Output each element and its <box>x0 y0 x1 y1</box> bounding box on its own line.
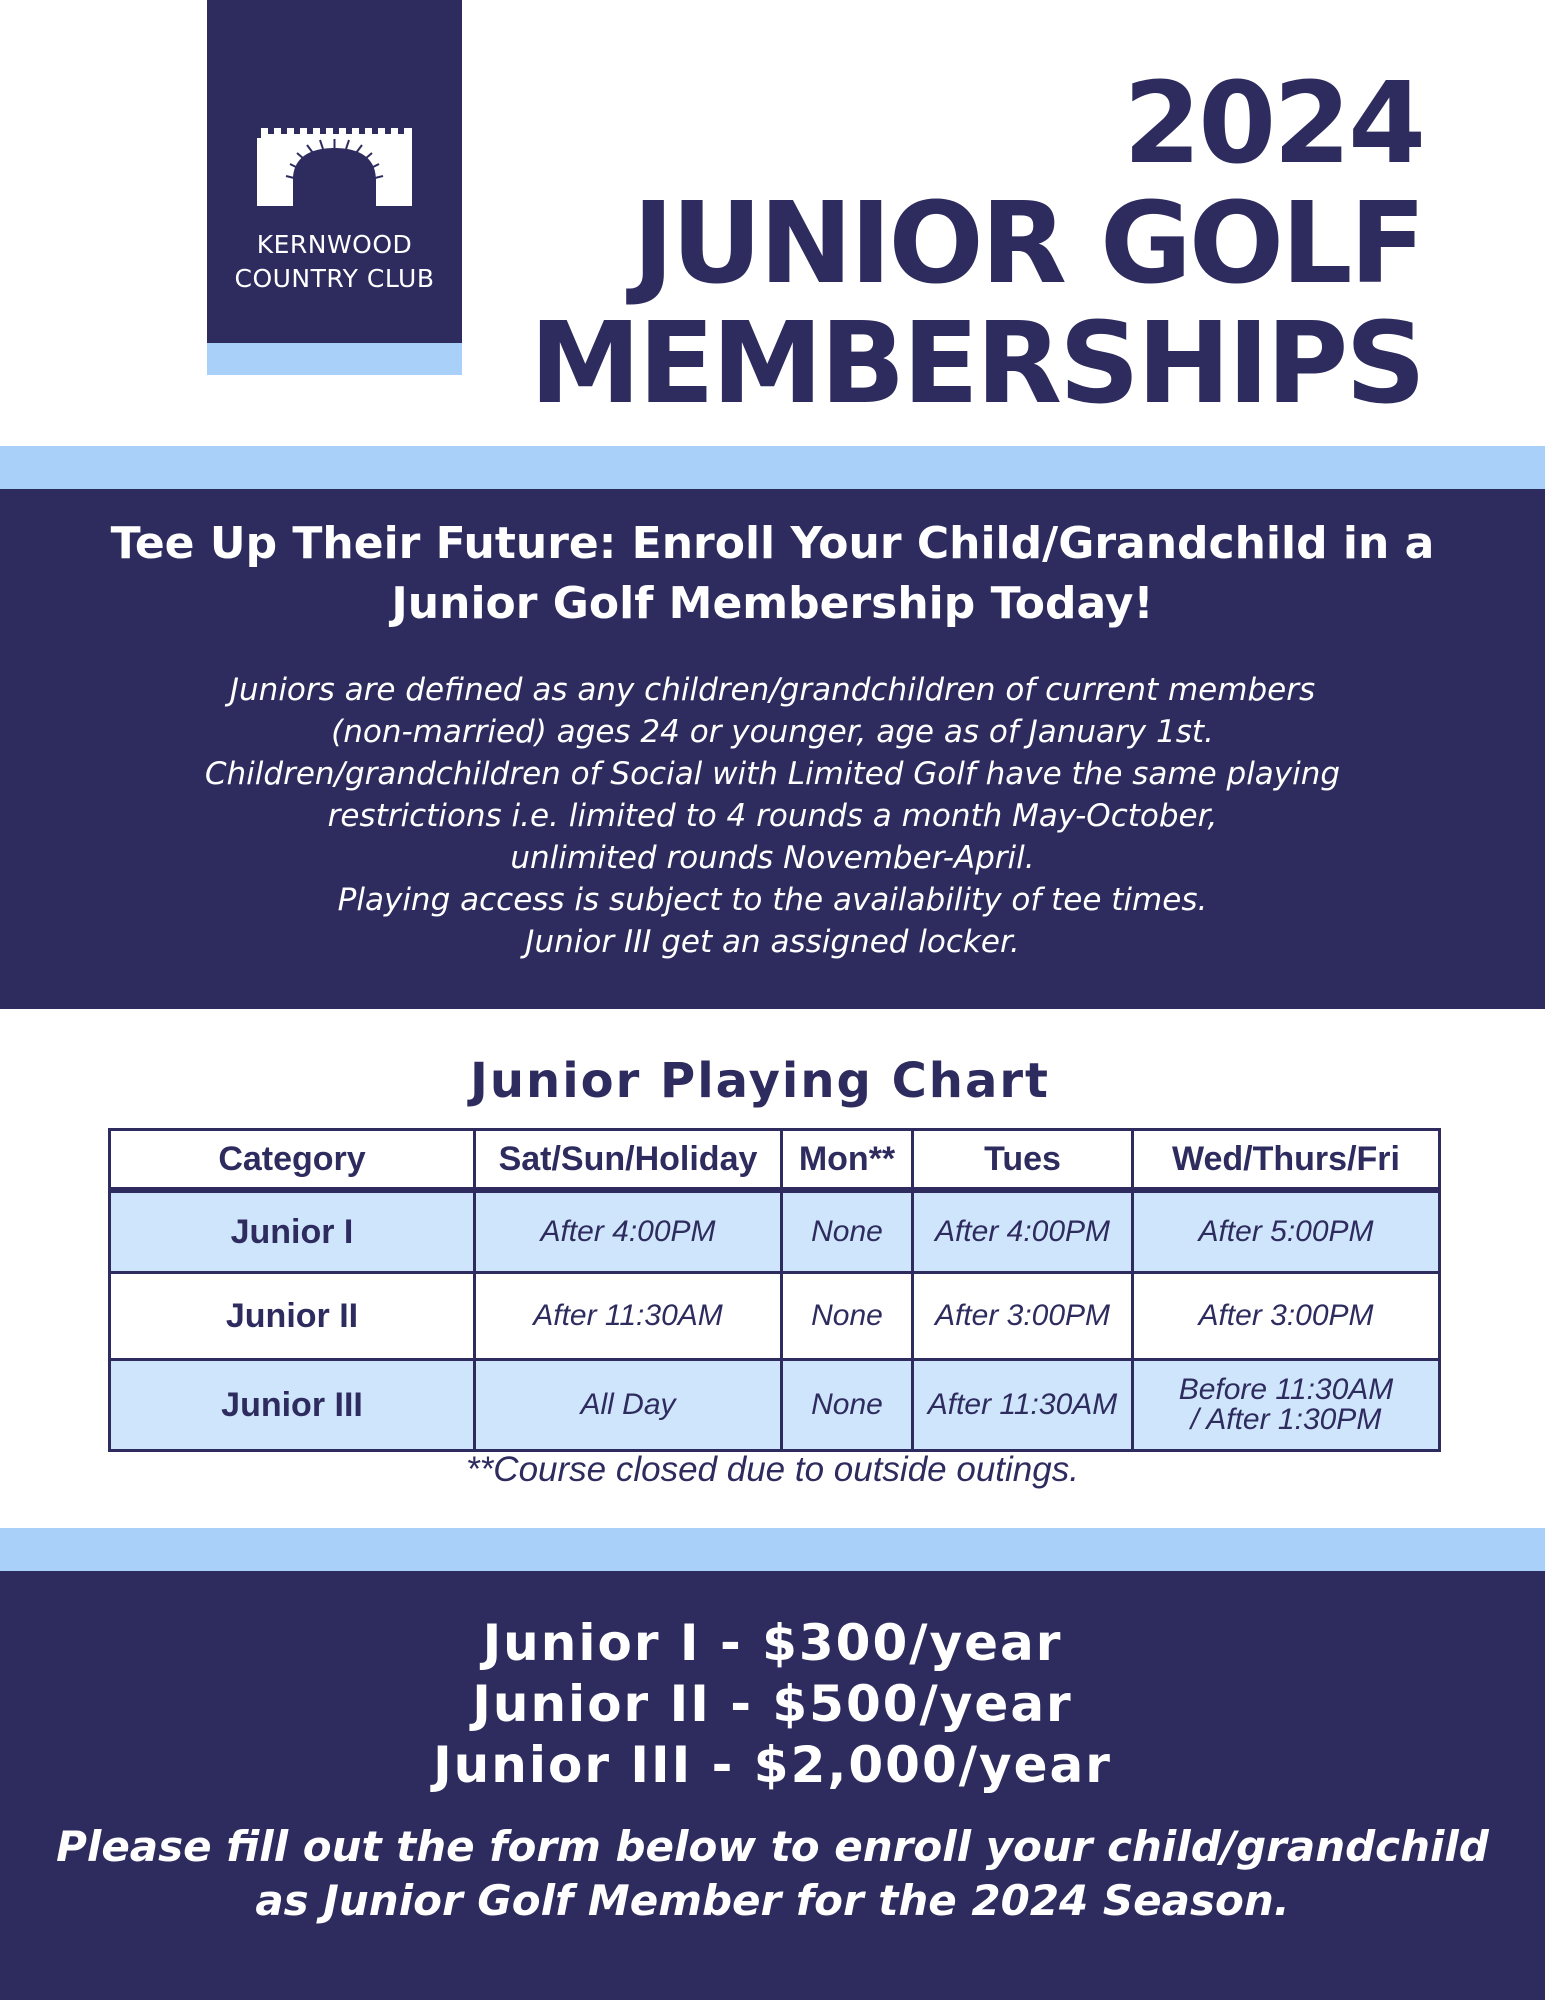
price-junior-i: Junior I - $300/year <box>482 1614 1063 1672</box>
logo-text-line-1: KERNWOOD <box>256 230 413 259</box>
price-junior-ii: Junior II - $500/year <box>472 1675 1073 1733</box>
cell-line: Before 11:30AM <box>1178 1373 1394 1406</box>
mon-cell: None <box>782 1273 913 1360</box>
category-cell: Junior III <box>110 1360 475 1451</box>
column-header-mon: Mon** <box>782 1130 913 1191</box>
intro-line: unlimited rounds November-April. <box>510 840 1035 876</box>
table-row <box>110 1360 1440 1451</box>
column-header-tues: Tues <box>913 1130 1133 1191</box>
title-line-memberships: MEMBERSHIPS <box>529 299 1423 429</box>
tues-cell: After 11:30AM <box>913 1360 1133 1451</box>
category-cell: Junior II <box>110 1273 475 1360</box>
sat-sun-holiday-cell: All Day <box>475 1360 782 1451</box>
tues-cell: After 4:00PM <box>913 1190 1133 1273</box>
accent-stripe-top <box>0 446 1545 489</box>
playing-chart-table <box>108 1128 1441 1452</box>
cell-line: / After 1:30PM <box>1190 1403 1382 1436</box>
table-row <box>110 1273 1440 1360</box>
pricing-list <box>0 1613 1545 1796</box>
title-line-junior-golf: JUNIOR GOLF <box>632 179 1423 309</box>
wed-thurs-fri-cell <box>1133 1360 1440 1451</box>
intro-line: Children/grandchildren of Social with Limited Golf have the same playing <box>204 756 1341 792</box>
logo-accent-strip <box>207 343 462 375</box>
cta-line: as Junior Golf Member for the 2024 Season. <box>255 1876 1290 1925</box>
table-row <box>110 1190 1440 1273</box>
club-logo <box>207 0 462 343</box>
sat-sun-holiday-cell: After 4:00PM <box>475 1190 782 1273</box>
sat-sun-holiday-cell: After 11:30AM <box>475 1273 782 1360</box>
pricing-band <box>0 1571 1545 2000</box>
intro-line: Playing access is subject to the availability of tee times. <box>337 882 1208 918</box>
table-footnote: **Course closed due to outside outings. <box>466 1450 1079 1489</box>
wed-thurs-fri-cell: After 3:00PM <box>1133 1273 1440 1360</box>
chart-title: Junior Playing Chart <box>470 1053 1050 1109</box>
category-cell: Junior I <box>110 1190 475 1273</box>
wed-thurs-fri-cell: After 5:00PM <box>1133 1190 1440 1273</box>
headline: Tee Up Their Future: Enroll Your Child/Grandchild in a Junior Golf Membership Today! <box>110 518 1435 629</box>
castle-gate-icon <box>257 128 412 206</box>
column-header-category: Category <box>110 1130 475 1191</box>
call-to-action <box>20 1820 1525 1928</box>
intro-band <box>0 489 1545 1009</box>
intro-text <box>40 669 1505 963</box>
tues-cell: After 3:00PM <box>913 1273 1133 1360</box>
logo-text-line-2: COUNTRY CLUB <box>234 264 435 293</box>
table-header-row <box>110 1130 1440 1191</box>
intro-line: Juniors are defined as any children/grandchildren of current members <box>229 672 1316 708</box>
intro-line: Junior III get an assigned locker. <box>525 924 1020 960</box>
accent-stripe-bottom <box>0 1528 1545 1571</box>
mon-cell: None <box>782 1360 913 1451</box>
column-header-sat-sun-holiday: Sat/Sun/Holiday <box>475 1130 782 1191</box>
title-year: 2024 <box>1123 59 1423 189</box>
cta-line: Please fill out the form below to enroll your child/grandchild <box>56 1822 1489 1871</box>
mon-cell: None <box>782 1190 913 1273</box>
intro-line: (non-married) ages 24 or younger, age as of January 1st. <box>331 714 1214 750</box>
intro-line: restrictions i.e. limited to 4 rounds a month May-October, <box>327 798 1218 834</box>
price-junior-iii: Junior III - $2,000/year <box>433 1736 1112 1794</box>
column-header-wed-thurs-fri: Wed/Thurs/Fri <box>1133 1130 1440 1191</box>
